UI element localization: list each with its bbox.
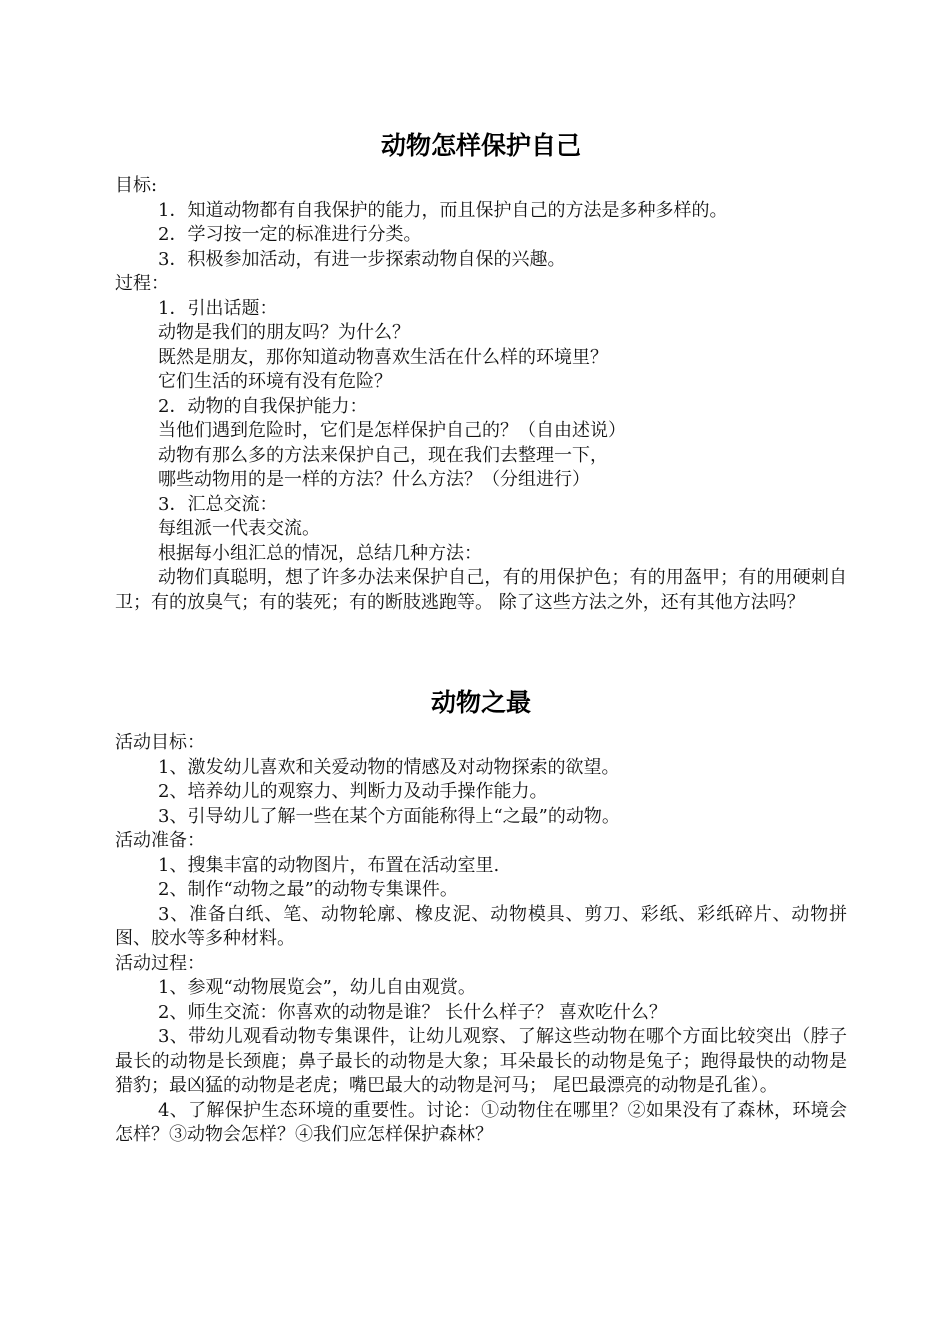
section2-prep-label: 活动准备： xyxy=(115,830,205,851)
section1-goal-2: 2．学习按一定的标准进行分类。 xyxy=(158,224,422,245)
section1-process-line: 根据每小组汇总的情况，总结几种方法： xyxy=(158,542,482,564)
section1-closing-paragraph: 动物们真聪明，想了许多办法来保护自己，有的用保护色；有的用盔甲；有的用硬刺自卫；有的放臭气；有的装死；有的断肢逃跑等。 除了这些方法之外，还有其他方法吗？ xyxy=(115,567,847,613)
section1-process-line: 2．动物的自我保护能力： xyxy=(158,395,368,417)
section2-process-label: 活动过程： xyxy=(115,952,205,974)
section2-process-1: 1、参观“动物展览会”，幼儿自由观赏。 xyxy=(158,977,476,998)
section1-process-line: 既然是朋友，那你知道动物喜欢生活在什么样的环境里？ xyxy=(158,346,608,368)
section2-goals-label: 活动目标： xyxy=(115,732,205,753)
section1-goal-3: 3．积极参加活动，有进一步探索动物自保的兴趣。 xyxy=(158,248,566,270)
section2-prep-3: 3、准备白纸、笔、动物轮廓、橡皮泥、动物模具、剪刀、彩纸、彩纸碎片、动物拼图、胶水等多种材料。 xyxy=(115,903,847,949)
section1-process-line: 1．引出话题： xyxy=(158,297,278,319)
section1-process-line: 哪些动物用的是一样的方法？什么方法？（分组进行） xyxy=(158,469,590,490)
section2-title: 动物之最 xyxy=(430,688,531,717)
section1-process-line: 3．汇总交流： xyxy=(158,493,278,515)
section2-goal-1: 1、激发幼儿喜欢和关爱动物的情感及对动物探索的欲望。 xyxy=(158,756,620,778)
section1-process-line: 每组派一代表交流。 xyxy=(158,518,320,539)
section1-goals-label: 目标: xyxy=(115,175,158,196)
section2-goal-2: 2、培养幼儿的观察力、判断力及动手操作能力。 xyxy=(158,781,548,802)
section2-prep-1: 1、搜集丰富的动物图片，布置在活动室里. xyxy=(158,854,500,876)
section1-process-line: 它们生活的环境有没有危险？ xyxy=(158,371,392,392)
section1-process-line: 动物有那么多的方法来保护自己，现在我们去整理一下， xyxy=(158,444,608,466)
document-page xyxy=(115,128,847,1148)
section2-process-4: 4、了解保护生态环境的重要性。讨论：①动物住在哪里？②如果没有了森林，环境会怎样？③动物会怎样？④我们应怎样保护森林？ xyxy=(115,1099,847,1145)
section1-title: 动物怎样保护自己 xyxy=(380,131,581,160)
section1-process-line: 动物是我们的朋友吗？为什么？ xyxy=(158,322,410,343)
section2-process-2: 2、师生交流：你喜欢的动物是谁？ 长什么样子？ 喜欢吃什么？ xyxy=(158,1001,667,1023)
section2-goal-3: 3、引导幼儿了解一些在某个方面能称得上“之最”的动物。 xyxy=(158,805,620,827)
section1-process-label: 过程： xyxy=(115,273,169,294)
section2-process-3: 3、带幼儿观看动物专集课件，让幼儿观察、了解这些动物在哪个方面比较突出（脖子最长的动物是长颈鹿；鼻子最长的动物是大象；耳朵最长的动物是兔子；跑得最快的动物是猎豹；最凶猛的动物是老虎；嘴巴最大的动物是河马； 尾巴最漂亮的动物是孔雀）。 xyxy=(115,1026,847,1096)
section1-goal-1: 1．知道动物都有自我保护的能力，而且保护自己的方法是多种多样的。 xyxy=(158,199,728,221)
section2-prep-2: 2、制作“动物之最”的动物专集课件。 xyxy=(158,879,458,900)
section1-process-line: 当他们遇到危险时，它们是怎样保护自己的？（自由述说） xyxy=(158,420,626,441)
